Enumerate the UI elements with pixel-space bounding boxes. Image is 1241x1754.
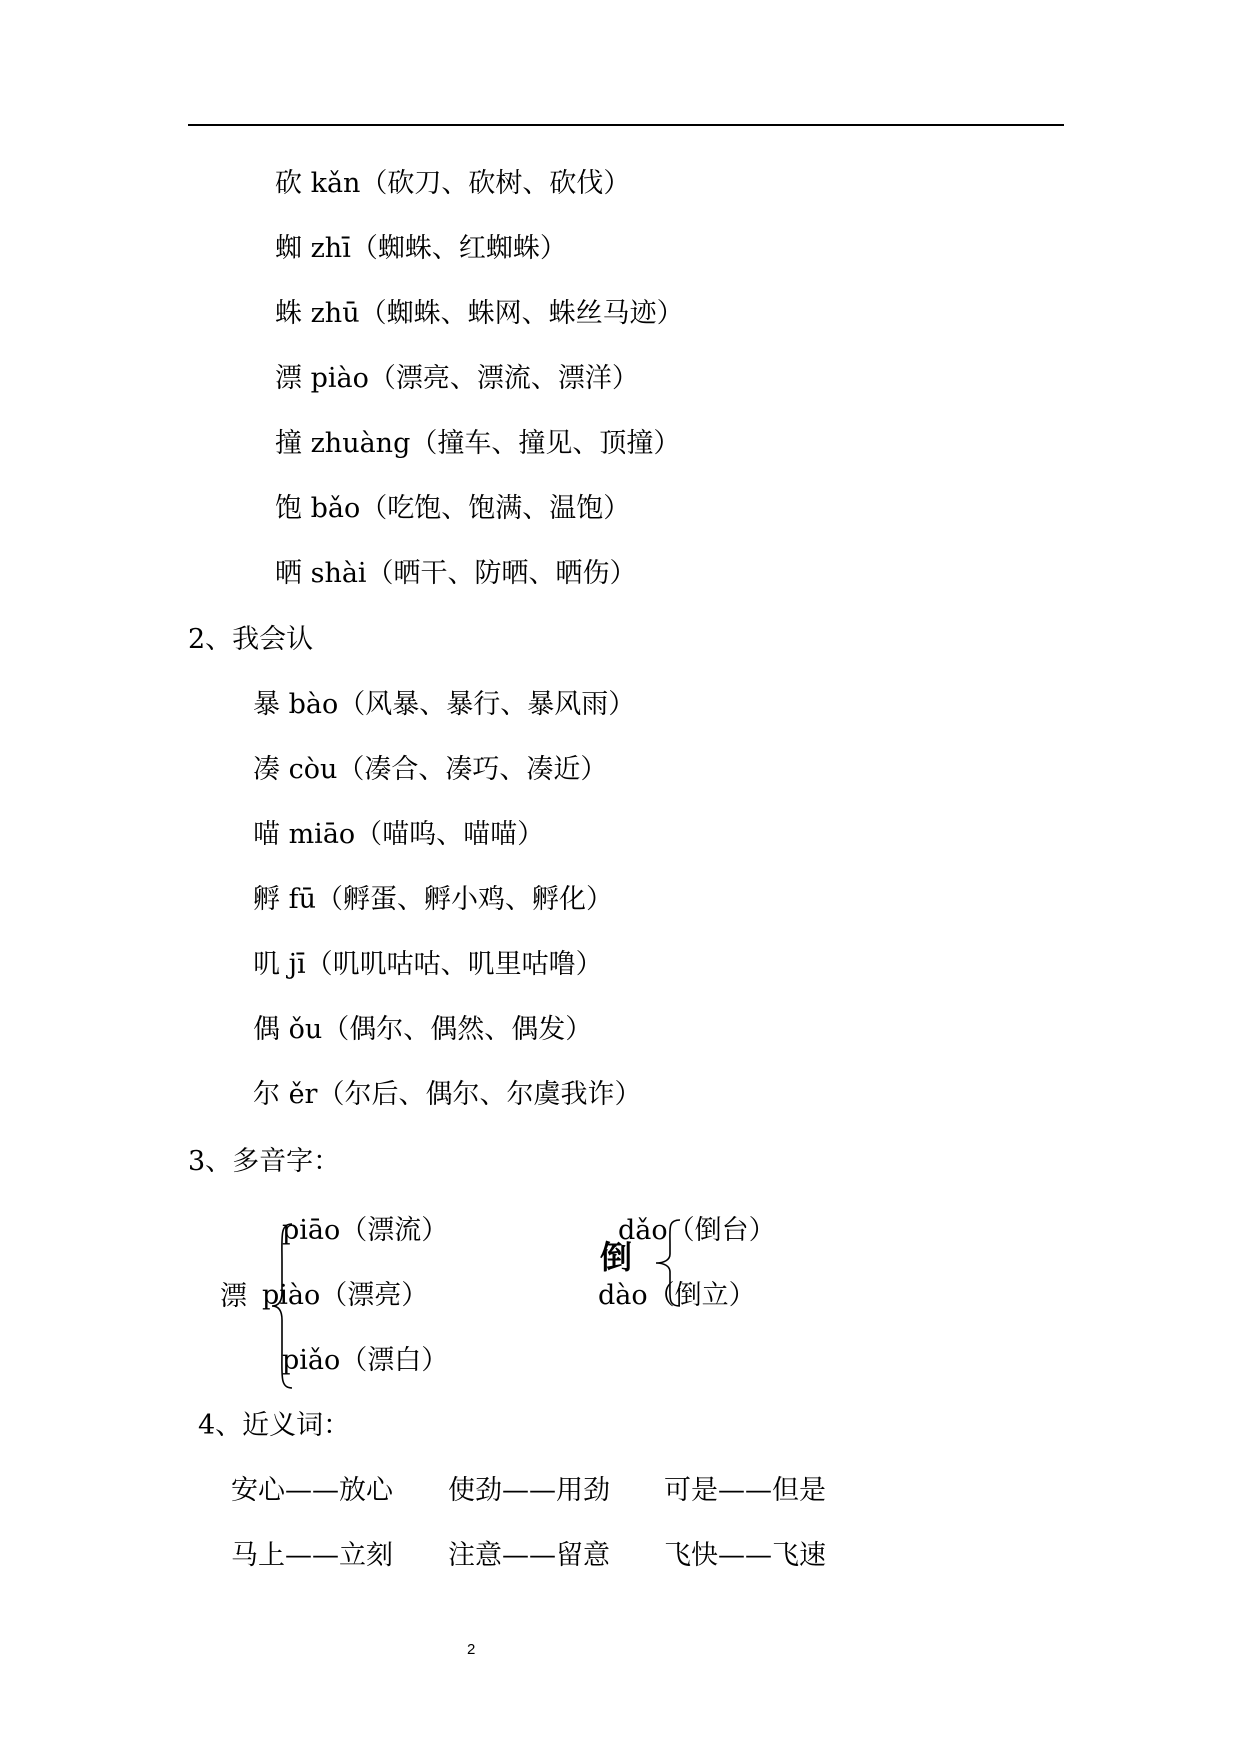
header-rule [188,124,1064,126]
list-item: 漂 piào（漂亮、漂流、漂洋） [275,363,639,394]
list-item: 撞 zhuàng（撞车、撞见、顶撞） [275,428,681,459]
section-4-heading: 4、近义词： [198,1410,351,1441]
list-item: 砍 kǎn（砍刀、砍树、砍伐） [275,168,631,199]
synonym-pair: 注意——留意 [448,1540,610,1571]
reading-item: piāo（漂流） [282,1215,449,1246]
synonym-pair: 使劲——用劲 [448,1475,610,1506]
polyphonic-char: 漂 [220,1281,247,1312]
section-3-heading: 3、多音字： [188,1146,341,1177]
page-number: 2 [467,1641,476,1658]
list-item: 喵 miāo（喵呜、喵喵） [253,819,545,850]
list-item: 晒 shài（晒干、防晒、晒伤） [275,558,637,589]
synonym-pair: 马上——立刻 [231,1540,393,1571]
reading-item: piào（漂亮） [262,1280,429,1311]
list-item: 凑 còu（凑合、凑巧、凑近） [253,754,608,785]
synonym-pair: 可是——但是 [664,1475,826,1506]
reading-item: dào（倒立） [598,1280,756,1311]
section-2-heading: 2、我会认 [188,624,314,655]
list-item: 偶 ǒu（偶尔、偶然、偶发） [253,1014,593,1045]
list-item: 蜘 zhī（蜘蛛、红蜘蛛） [275,233,567,264]
list-item: 孵 fū（孵蛋、孵小鸡、孵化） [253,884,613,915]
list-item: 尔 ěr（尔后、偶尔、尔虞我诈） [253,1079,642,1110]
polyphonic-char: 倒 [600,1238,633,1276]
list-item: 蛛 zhū（蜘蛛、蛛网、蛛丝马迹） [275,298,684,329]
list-item: 饱 bǎo（吃饱、饱满、温饱） [275,493,631,524]
reading-item: piǎo（漂白） [282,1345,449,1376]
synonym-pair: 飞快——飞速 [664,1540,826,1571]
list-item: 暴 bào（风暴、暴行、暴风雨） [253,689,636,720]
synonym-pair: 安心——放心 [231,1475,393,1506]
list-item: 叽 jī（叽叽咕咕、叽里咕噜） [253,949,603,980]
reading-item: dǎo（倒台） [618,1215,776,1246]
